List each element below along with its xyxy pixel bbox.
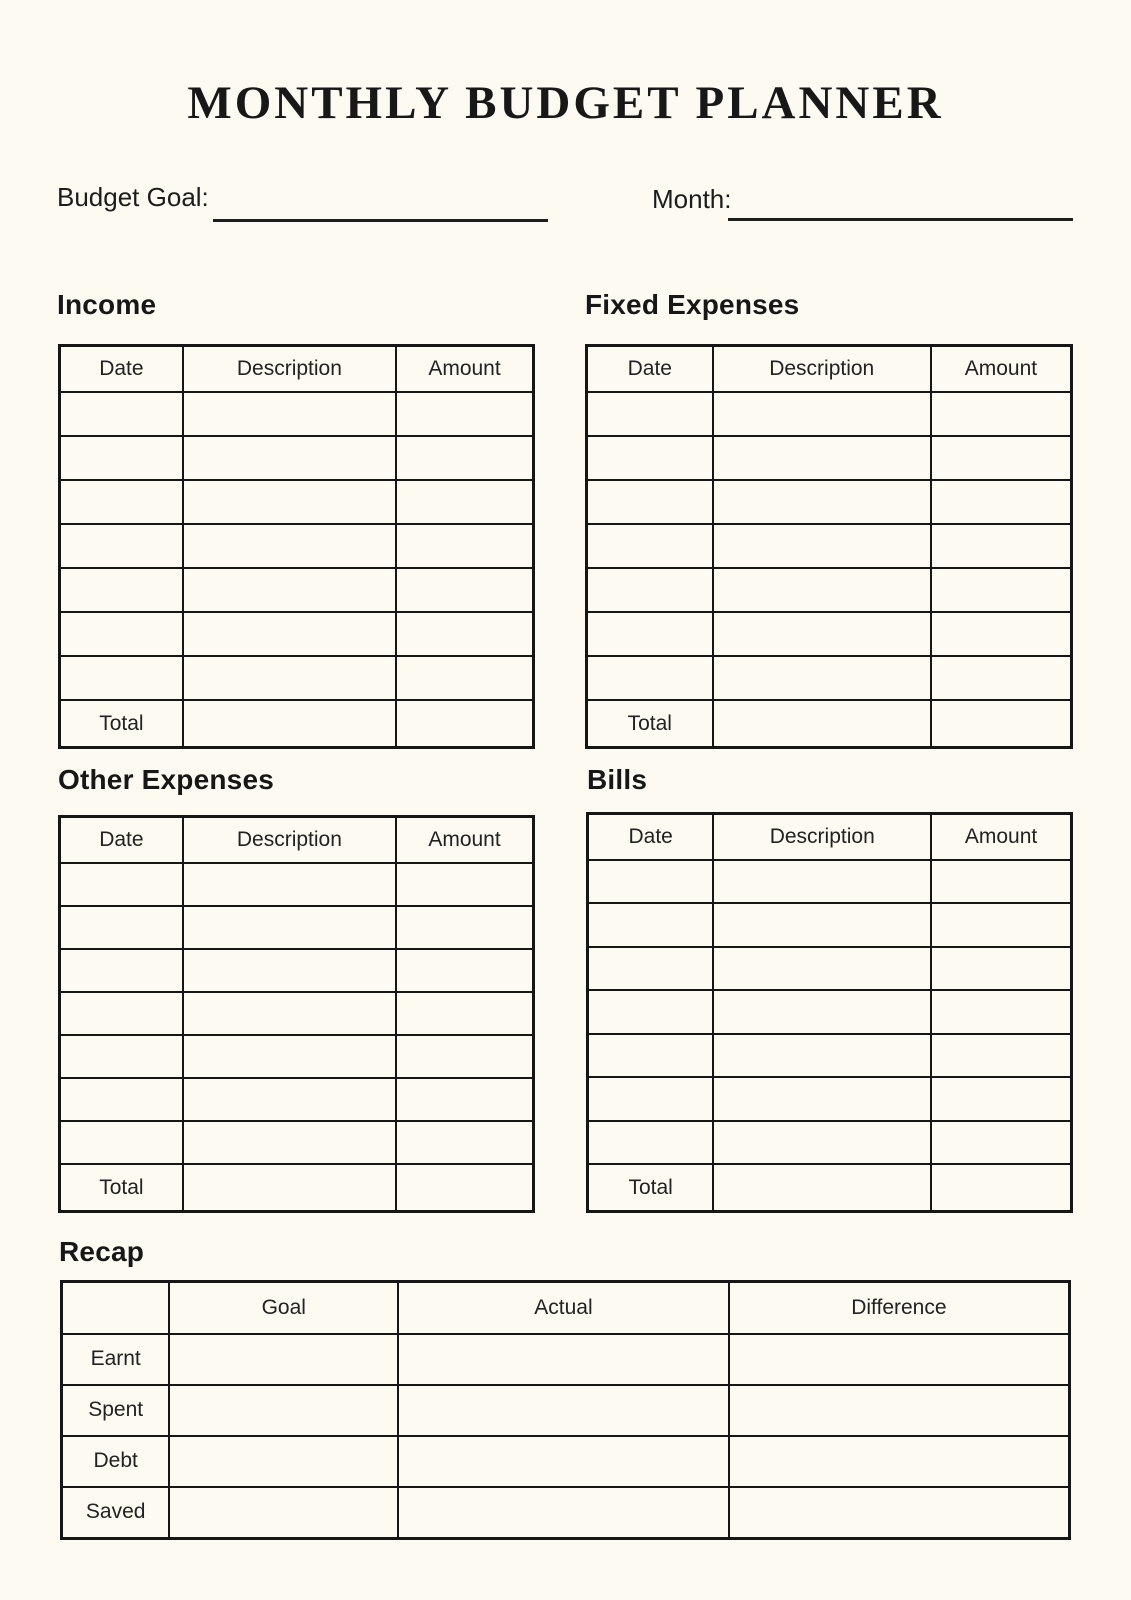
income-total-amount-cell[interactable]: [396, 700, 533, 748]
fixed-expenses-cell-empty[interactable]: [587, 612, 713, 656]
fixed-expenses-col-header-amount: Amount: [931, 346, 1072, 393]
fixed-expenses-cell-empty[interactable]: [587, 392, 713, 436]
bills-cell-empty[interactable]: [931, 860, 1071, 903]
recap-row-label-earnt: Earnt: [62, 1334, 170, 1385]
income-cell-empty[interactable]: [60, 612, 183, 656]
income-total-cell[interactable]: [183, 700, 396, 748]
other-expenses-cell-empty[interactable]: [60, 1078, 183, 1121]
bills-cell-empty[interactable]: [931, 1034, 1071, 1077]
other-expenses-cell-empty[interactable]: [396, 906, 533, 949]
bills-cell-empty[interactable]: [588, 860, 714, 903]
bills-cell-empty[interactable]: [931, 1121, 1071, 1164]
fixed-expenses-col-header-date: Date: [587, 346, 713, 393]
bills-cell-empty[interactable]: [588, 1121, 714, 1164]
income-cell-empty[interactable]: [396, 568, 533, 612]
income-table: [58, 344, 535, 749]
income-cell-empty[interactable]: [60, 568, 183, 612]
fixed-expenses-cell-empty[interactable]: [713, 524, 931, 568]
recap-cell-empty[interactable]: [169, 1436, 398, 1487]
recap-cell-empty[interactable]: [729, 1436, 1070, 1487]
recap-corner-cell: [62, 1282, 170, 1335]
bills-cell-empty[interactable]: [931, 1077, 1071, 1120]
income-cell-empty[interactable]: [183, 568, 396, 612]
fixed-expenses-cell-empty[interactable]: [713, 436, 931, 480]
other-expenses-total-amount-cell[interactable]: [396, 1164, 533, 1212]
other-expenses-total-label: Total: [60, 1164, 183, 1212]
section-heading-other-expenses: Other Expenses: [58, 764, 274, 795]
income-total-label: Total: [60, 700, 183, 748]
month-label: Month:: [652, 184, 732, 214]
other-expenses-cell-empty[interactable]: [396, 1121, 533, 1164]
fixed-expenses-cell-empty[interactable]: [931, 568, 1072, 612]
budget-goal-label: Budget Goal:: [57, 182, 209, 212]
bills-cell-empty[interactable]: [713, 860, 931, 903]
fixed-expenses-cell-empty[interactable]: [587, 524, 713, 568]
income-cell-empty[interactable]: [396, 480, 533, 524]
income-cell-empty[interactable]: [183, 436, 396, 480]
fixed-expenses-cell-empty[interactable]: [713, 568, 931, 612]
other-expenses-cell-empty[interactable]: [396, 992, 533, 1035]
fixed-expenses-cell-empty[interactable]: [931, 392, 1072, 436]
bills-table: [586, 812, 1073, 1213]
section-heading-fixed-expenses: Fixed Expenses: [585, 289, 800, 320]
bills-total-cell[interactable]: [713, 1164, 931, 1212]
fixed-expenses-total-label: Total: [587, 700, 713, 748]
recap-cell-empty[interactable]: [169, 1385, 398, 1436]
other-expenses-cell-empty[interactable]: [396, 1078, 533, 1121]
budget-goal-line[interactable]: [213, 219, 548, 222]
income-cell-empty[interactable]: [183, 656, 396, 700]
recap-cell-empty[interactable]: [729, 1334, 1070, 1385]
bills-cell-empty[interactable]: [713, 1077, 931, 1120]
other-expenses-cell-empty[interactable]: [183, 1035, 396, 1078]
bills-total-label: Total: [588, 1164, 714, 1212]
recap-cell-empty[interactable]: [169, 1487, 398, 1539]
other-expenses-col-header-date: Date: [60, 817, 183, 864]
recap-cell-empty[interactable]: [398, 1334, 729, 1385]
recap-col-header-actual: Actual: [398, 1282, 729, 1335]
bills-cell-empty[interactable]: [931, 990, 1071, 1033]
other-expenses-cell-empty[interactable]: [183, 863, 396, 906]
recap-cell-empty[interactable]: [398, 1487, 729, 1539]
bills-col-header-date: Date: [588, 814, 714, 861]
fixed-expenses-cell-empty[interactable]: [587, 480, 713, 524]
bills-cell-empty[interactable]: [931, 947, 1071, 990]
income-cell-empty[interactable]: [60, 656, 183, 700]
fixed-expenses-cell-empty[interactable]: [931, 480, 1072, 524]
recap-row-label-saved: Saved: [62, 1487, 170, 1539]
income-cell-empty[interactable]: [183, 392, 396, 436]
income-cell-empty[interactable]: [396, 436, 533, 480]
other-expenses-col-header-description: Description: [183, 817, 396, 864]
income-cell-empty[interactable]: [60, 480, 183, 524]
bills-cell-empty[interactable]: [588, 947, 714, 990]
fixed-expenses-cell-empty[interactable]: [931, 436, 1072, 480]
other-expenses-cell-empty[interactable]: [396, 1035, 533, 1078]
page-title: MONTHLY BUDGET PLANNER: [187, 77, 944, 129]
fixed-expenses-cell-empty[interactable]: [587, 656, 713, 700]
section-heading-bills: Bills: [587, 764, 648, 795]
fixed-expenses-total-amount-cell[interactable]: [931, 700, 1072, 748]
other-expenses-cell-empty[interactable]: [183, 906, 396, 949]
other-expenses-col-header-amount: Amount: [396, 817, 533, 864]
other-expenses-total-cell[interactable]: [183, 1164, 396, 1212]
other-expenses-cell-empty[interactable]: [60, 863, 183, 906]
income-cell-empty[interactable]: [396, 392, 533, 436]
bills-col-header-amount: Amount: [931, 814, 1071, 861]
recap-col-header-goal: Goal: [169, 1282, 398, 1335]
income-col-header-description: Description: [183, 346, 396, 393]
income-col-header-date: Date: [60, 346, 183, 393]
other-expenses-cell-empty[interactable]: [396, 949, 533, 992]
fixed-expenses-cell-empty[interactable]: [713, 392, 931, 436]
fixed-expenses-cell-empty[interactable]: [713, 656, 931, 700]
bills-cell-empty[interactable]: [713, 947, 931, 990]
other-expenses-cell-empty[interactable]: [183, 992, 396, 1035]
other-expenses-cell-empty[interactable]: [60, 1121, 183, 1164]
income-cell-empty[interactable]: [396, 612, 533, 656]
recap-row-label-spent: Spent: [62, 1385, 170, 1436]
income-cell-empty[interactable]: [60, 392, 183, 436]
other-expenses-cell-empty[interactable]: [60, 992, 183, 1035]
section-heading-recap: Recap: [59, 1236, 145, 1267]
recap-table: [60, 1280, 1071, 1540]
bills-cell-empty[interactable]: [713, 1121, 931, 1164]
income-cell-empty[interactable]: [396, 524, 533, 568]
bills-cell-empty[interactable]: [713, 1034, 931, 1077]
bills-cell-empty[interactable]: [931, 903, 1071, 946]
other-expenses-cell-empty[interactable]: [183, 1078, 396, 1121]
section-heading-income: Income: [57, 289, 157, 320]
bills-cell-empty[interactable]: [588, 1077, 714, 1120]
other-expenses-cell-empty[interactable]: [60, 1035, 183, 1078]
bills-cell-empty[interactable]: [713, 990, 931, 1033]
recap-row-label-debt: Debt: [62, 1436, 170, 1487]
other-expenses-table: [58, 815, 535, 1213]
bills-cell-empty[interactable]: [588, 1034, 714, 1077]
recap-cell-empty[interactable]: [729, 1487, 1070, 1539]
month-line[interactable]: [728, 218, 1073, 221]
bills-cell-empty[interactable]: [588, 903, 714, 946]
fixed-expenses-cell-empty[interactable]: [931, 656, 1072, 700]
recap-col-header-difference: Difference: [729, 1282, 1070, 1335]
fixed-expenses-total-cell[interactable]: [713, 700, 931, 748]
income-cell-empty[interactable]: [183, 480, 396, 524]
fixed-expenses-cell-empty[interactable]: [931, 612, 1072, 656]
income-cell-empty[interactable]: [396, 656, 533, 700]
fixed-expenses-cell-empty[interactable]: [587, 436, 713, 480]
income-cell-empty[interactable]: [183, 524, 396, 568]
fixed-expenses-cell-empty[interactable]: [931, 524, 1072, 568]
other-expenses-cell-empty[interactable]: [183, 949, 396, 992]
bills-cell-empty[interactable]: [713, 903, 931, 946]
fixed-expenses-cell-empty[interactable]: [713, 480, 931, 524]
other-expenses-cell-empty[interactable]: [396, 863, 533, 906]
other-expenses-cell-empty[interactable]: [60, 949, 183, 992]
income-col-header-amount: Amount: [396, 346, 533, 393]
fixed-expenses-table: [585, 344, 1073, 749]
fixed-expenses-cell-empty[interactable]: [713, 612, 931, 656]
fixed-expenses-cell-empty[interactable]: [587, 568, 713, 612]
bills-cell-empty[interactable]: [588, 990, 714, 1033]
income-cell-empty[interactable]: [60, 436, 183, 480]
other-expenses-cell-empty[interactable]: [183, 1121, 396, 1164]
other-expenses-cell-empty[interactable]: [60, 906, 183, 949]
bills-col-header-description: Description: [713, 814, 931, 861]
recap-cell-empty[interactable]: [169, 1334, 398, 1385]
fixed-expenses-col-header-description: Description: [713, 346, 931, 393]
bills-total-amount-cell[interactable]: [931, 1164, 1071, 1212]
recap-cell-empty[interactable]: [398, 1436, 729, 1487]
income-cell-empty[interactable]: [183, 612, 396, 656]
recap-cell-empty[interactable]: [729, 1385, 1070, 1436]
recap-cell-empty[interactable]: [398, 1385, 729, 1436]
income-cell-empty[interactable]: [60, 524, 183, 568]
